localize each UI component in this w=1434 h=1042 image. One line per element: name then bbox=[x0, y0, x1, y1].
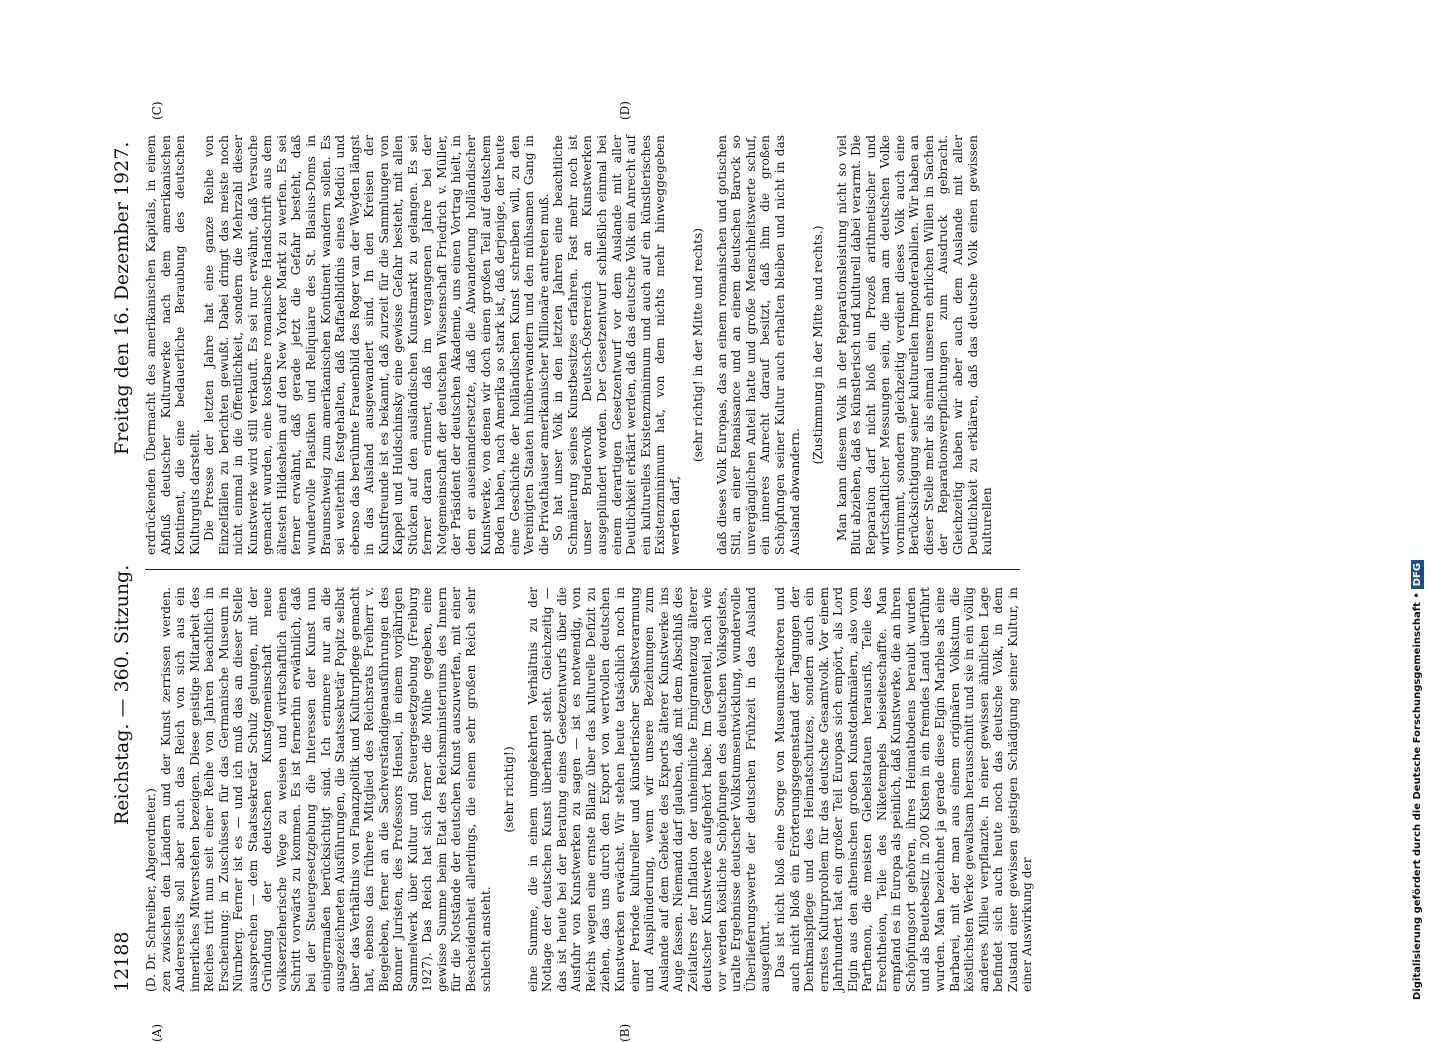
header-session: Reichstag. — 360. Sitzung. bbox=[111, 564, 133, 825]
right-paragraph: daß dieses Volk Europas, das an einem romanischen und gotischen Stil, an einer Renaissance und an einem deutschen Barock so unvergänglichen Anteil hatte und große Menschheitswerte schuf, ein inneres Anrecht darauf besitzt, daß ihm die großen Schöpfungen seiner Kultur auch erhalten bleiben und nicht in das Ausland abwandern. bbox=[714, 135, 802, 555]
credit-text: Digitalisierung gefördert durch die Deutsche Forschungsgemeinschaft • bbox=[1412, 592, 1423, 1000]
right-interjection: (sehr richtig! in der Mitte und rechts) bbox=[691, 227, 706, 463]
left-paragraph: eine Summe, die in einem umgekehrten Verhältnis zu der Notlage der deutschen Kunst überhaupt steht. Gleichzeitig — das ist heute bei der Beratung eines Gesetzentwurfs über die Ausfuhr von Kunstwerken zu sagen — ist es notwendig, von Reichs wegen eine ernste Bilanz über das kulturelle Defizit zu ziehen, das uns durch den Export von wertvollen deutschen Kunstwerken erwächst. Wir stehen heute tatsächlich noch in einer Periode kultureller und künstlerischer Selbstverarmung und Ausplünderung, wenn wir unsere Beziehungen zum Auslande auf dem Gebiete des Exports älterer Kunstwerke ins Auge fassen. Niemand darf glauben, daß mit dem Abschluß des Zeitalters der Inflation der unheimliche Emigrantenzug älterer deutscher Kunstwerke aufgehört habe. Im Gegenteil, nach wie vor werden köstliche Schöpfungen des deutschen Volksgeistes, uralte Ergebnisse deutscher Volkstumsentwicklung, wundervolle Überlieferungswerte der deutschen Frühzeit in das Ausland ausgeführt. bbox=[525, 587, 773, 992]
left-paragraph: Das ist nicht bloß eine Sorge von Museumsdirektoren und auch nicht bloß ein Erörterungsgegenstand der Tagungen der Denkmalspflege und des Heimatschutzes, sondern auch ein ernstes Kulturproblem für das deutsche Gesamtvolk. Vor einem Jahrhundert hat ein großer Teil Europas sich empört, als Lord Elgin aus den athenischen großen Kunstdenkmälern, also vom Parthenon, die meisten Giebelstatuen herausriß, Teile des Erechtheion, Teile des Niketempels beiseiteschaffte. Man empfand es in Europa als peinlich, daß Kunstwerke, die an ihren Schöpfungsort gehören, ihres Heimatbodens beraubt wurden und als Beutebesitz in 200 Kisten in ein fremdes Land überführt wurden. Man bezeichnet ja gerade diese Elgin Marbles als eine Barbarei, mit der man aus einem originären Volkstum die köstlichsten Werke gewaltsam herausschnitt und sie in ein völlig anderes Milieu verpflanzte. In einer gewissen ähnlichen Lage befindet sich auch heute noch das deutsche Volk, in dem Zustand einer gewissen geistigen Schädigung seiner Kultur, in einer Auswirkung der bbox=[772, 587, 1035, 992]
right-interjection: (Zustimmung in der Mitte und rechts.) bbox=[811, 225, 826, 465]
dfg-logo: DFG bbox=[1411, 560, 1424, 589]
margin-marker-b: (B) bbox=[618, 1023, 632, 1042]
margin-marker-a: (A) bbox=[150, 1023, 164, 1042]
column-divider bbox=[145, 569, 1020, 570]
header-date: Freitag den 16. Dezember 1927. bbox=[111, 141, 133, 455]
left-column bbox=[144, 587, 1035, 992]
margin-marker-d: (D) bbox=[618, 101, 632, 120]
right-paragraph: So hat unser Volk in den letzten Jahren eine beachtliche Schmälerung seines Kunstbesitzes erfahren. Fast mehr noch ist unser Brudervolk Deutsch-Österreich an Kunstwerken ausgeplündert worden. Der Gesetzentwurf schließlich einmal bei einem derartigen Gesetzentwurf vor dem Auslande mit aller Deutlichkeit erklärt werden, daß das deutsche Volk ein Anrecht auf ein kulturelles Existenzminimum und auch auf ein künstlerisches Existenzminimum hat, von dem nichts mehr hinweggegeben werden darf, bbox=[551, 135, 682, 555]
page-header bbox=[108, 40, 136, 1000]
digitization-credit bbox=[1408, 0, 1428, 1000]
rotated-page bbox=[50, 40, 1050, 1042]
right-paragraph: erdrückenden Übermacht des amerikanischen Kapitals, in einem Abfluß deutscher Kulturwerke nach dem amerikanischen Kontinent, die eine bedauerliche Beraubung des deutschen Kulturguts darstellt. bbox=[144, 135, 202, 555]
left-paragraph: (D. Dr. Schreiber, Abgeordneter.) bbox=[144, 788, 158, 992]
left-paragraph: zen zwischen den Ländern und der Kunst zerrissen werden. Andererseits soll aber auch das Reich von sich aus ein innerliches Mitverstehen bezeigen. Diese geistige Mitarbeit des Reiches tritt nun seit einer Reihe von Jahren beachtlich in Erscheinung: in Zuschüssen für das Germanische Museum in Nürnberg. Ferner ist es — und ich muß das an dieser Stelle aussprechen — dem Staatssekretär Schulz gelungen, mit der Gründung der deutschen Kunstgemeinschaft neue volkserzieherische Wege zu weisen und wirtschaftlich einen Schritt vorwärts zu kommen. Es ist fernerhin erwähnlich, daß bei der Steuergesetzgebung die Interessen der Kunst nun einigermaßen berücksichtigt sind. Ich erinnere nur an die ausgezeichneten Ausführungen, die Staatssekretär Popitz selbst über das Verhältnis von Finanzpolitik und Kulturpflege gemacht hat, ebenso das frühere Mitglied des Reichsrats Freiherr v. Biegeleben, ferner an die Sachverständigenausführungen des Bonner Juristen, des Professors Hensel, in einem vorjährigen Sammelwerk über Kultur und Steuergesetzgebung (Freiburg 1927). Das Reich hat sich ferner die Mühe gegeben, eine gewisse Summe beim Etat des Reichsministeriums des Innern für die Notstände der deutschen Kunst auszuwerfen, mit einer Bescheidenheit allerdings, die einem sehr großen Reich sehr schlecht ansteht. bbox=[158, 587, 493, 992]
left-interjection: (sehr richtig!) bbox=[502, 746, 517, 833]
margin-marker-c: (C) bbox=[150, 101, 164, 120]
right-paragraph: Die Presse der letzten Jahre hat eine ganze Reihe von Einzelfällen zu berichten gewußt. Dabei dringt das meiste noch nicht einmal in die Öffentlichkeit, sondern die Mehrzahl dieser Kunstwerke wird still verkauft. Es sei nur erwähnt, daß Versuche gemacht wurden, eine kostbare romanische Handschrift aus dem ältesten Hildesheim auf den New Yorker Markt zu werfen. Es sei ferner erwähnt, daß gerade jetzt die Gefahr besteht, daß wundervolle Plastiken und Reliquiare des St. Blasius-Doms in Braunschweig zum amerikanischen Kontinent wandern sollen. Es sei weiterhin festgehalten, daß Raffaelbildnis eines Medici und ebenso das berühmte Frauenbild des Roger van der Weyden längst in das Ausland ausgewandert sind. In den Kreisen der Kunstfreunde ist es bekannt, daß zurzeit für die Sammlungen von Kappel und Huldschinsky eine gewisse Gefahr besteht, mit allen Stücken auf den ausländischen Kunstmarkt zu gelangen. Es sei ferner daran erinnert, daß im vergangenen Jahre bei der Notgemeinschaft der deutschen Wissenschaft Friedrich v. Müller, der Präsident der deutschen Akademie, uns einen Vortrag hielt, in dem er auseinandersetzte, daß die Abwanderung holländischer Kunstwerke, von denen wir doch einen großen Teil auf deutschem Boden haben, nach Amerika so stark ist, daß derjenige, der heute eine Geschichte der holländischen Kunst schreiben will, zu den Vereinigten Staaten hinüberwandern und den mühsamen Gang in die Privathäuser amerikanischer Millionäre antreten muß. bbox=[202, 135, 551, 555]
right-paragraph: Man kann diesem Volk in der Reparationsleistung nicht so viel Blut abziehen, daß es künstlerisch und kulturell dabei verarmt. Die Reparation darf nicht bloß ein Prozeß arithmetischer und wirtschaftlicher Messungen sein, die man am deutschen Volke vornimmt, sondern gleichzeitig verdient dieses Volk auch eine Berücksichtigung seiner kulturellen Imponderabilien. Wir haben an dieser Stelle mehr als einmal unseren ehrlichen Willen in Sachen der Reparationsverpflichtungen zum Ausdruck gebracht. Gleichzeitig haben wir aber auch dem Auslande mit aller Deutlichkeit zu erklären, daß das deutsche Volk einen gewissen kulturellen bbox=[834, 135, 995, 555]
page-number: 12188 bbox=[111, 931, 133, 992]
right-column bbox=[144, 135, 995, 555]
